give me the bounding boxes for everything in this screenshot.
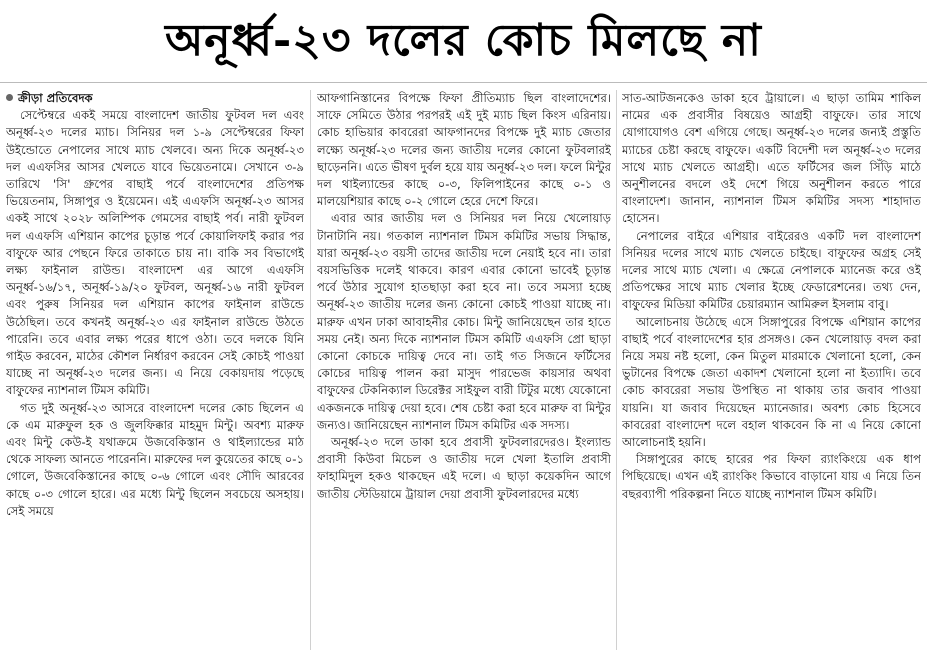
paragraph: এবার আর জাতীয় দল ও সিনিয়র দল নিয়ে খেলোয়াড় টানাটানি নয়। গতকাল ন্যাশনাল টিমস কমিটির সভায় সিদ্ধান্ত, যারা অনূর্ধ্ব-২৩ বয়সী তাদের জাতীয় দলে নেয়াই হবে না। তারা বয়সভিত্তিক দলেই থাকবে। কারণ এবার কোনো ভাবেই চূড়ান্ত পর্বে উঠার সুযোগ হাতছাড়া করা হবে না। তবে সমস্যা হচ্ছে অনূর্ধ্ব-২৩ জাতীয় দলের জন্য কোনো কোচই পাওয়া যাচ্ছে না। মারুফ এখন ঢাকা আবাহনীর কোচ। মিন্টু জানিয়েছেন তার হাতে সময় নেই। অন্য দিকে ন্যাশনাল টিমস কমিটি এএফসি প্রো ছাড়া কোনো কোচকে দায়িত্ব দেবে না। তাই গত সিজনে ফর্টিসের কোচের দায়িত্ব পালন করা মাসুদ পারভেজ কায়সার অথবা বাফুফের টেকনিক্যাল ডিরেক্টর সাইফুল বারী টিটুর মধ্যে যেকোনো একজনকে দায়িত্ব দেয়া হবে। শেষ চেষ্টা করা হবে মারুফ বা মিন্টুর জন্যও। জানিয়েছেন ন্যাশনাল টিমস কমিটির এক সদস্য। xyxy=(317,211,611,432)
article-column-3 xyxy=(622,90,921,652)
article-column-1 xyxy=(6,90,304,652)
bullet-icon xyxy=(6,94,13,101)
headline-rule xyxy=(0,82,927,83)
article-column-2 xyxy=(317,90,611,652)
paragraph: সেপ্টেম্বরে একই সময়ে বাংলাদেশ জাতীয় ফুটবল দল এবং অনূর্ধ্ব-২৩ দলের ম্যাচ। সিনিয়র দল ১-৯ সেপ্টেম্বরের ফিফা উইন্ডোতে নেপালের সাথে ম্যাচ খেলবে। অন্য দিকে অনূর্ধ্ব-২৩ দল এএফসির আসর খেলতে যাবে ভিয়েতনামে। সেখানে ৩-৯ তারিখে 'সি' গ্রুপের বাছাই পর্বে বাংলাদেশের প্রতিপক্ষ ভিয়েতনাম, সিঙ্গাপুর ও ইয়েমেন। এই এএফসি অনূর্ধ্ব-২৩ আসর একই সাথে ২০২৮ অলিম্পিক গেমসের বাছাই পর্ব। নারী ফুটবল দল এএফসি এশিয়ান কাপের চূড়ান্ত পর্বে কোয়ালিফাই করার পর বাফুফে আর পেছনে ফিরে তাকাতে চায় না। বাকি সব বিভাগেই লক্ষ্য ফাইনাল রাউন্ড। বাংলাদেশ এর আগে এএফসি অনূর্ধ্ব-১৬/১৭, অনূর্ধ্ব-১৯/২০ ফুটবল, অনূর্ধ্ব-১৬ নারী ফুটবল এবং পুরুষ সিনিয়র দল এশিয়ান কাপের ফাইনাল রাউন্ডে উঠেছিল। তবে কখনই অনূর্ধ্ব-২৩ এর ফাইনাল রাউন্ডে উঠতে পারেনি। তবে এবার লক্ষ্য পরের ধাপে ওঠা। তবে দলকে যিনি গাইড করবেন, মাঠের কৌশল নির্ধারণ করবেন সেই কোচই পাওয়া যাচ্ছে না অনূর্ধ্ব-২৩ দলের জন্য। এ নিয়ে বেকায়দায় পড়েছে বাফুফের ন্যাশনাল টিমস কমিটি। xyxy=(6,108,304,398)
column-divider xyxy=(310,90,311,650)
byline-text: ক্রীড়া প্রতিবেদক xyxy=(18,91,93,105)
paragraph: গত দুই অনূর্ধ্ব-২৩ আসরে বাংলাদেশ দলের কোচ ছিলেন এ কে এম মারুফুল হক ও জুলফিক্কার মাহমুদ মিন্টু। অবশ্য মারুফ এবং মিন্টু কেউ-ই যথাক্রমে উজবেকিস্তান ও থাইল্যান্ডের মাঠ থেকে সাফল্য আনতে পারেননি। মারুফের দল কুয়েতের কাছে ০-১ গোলে, উজবেকিস্তানের কাছে ০-৬ গোলে এবং সৌদি আরবের কাছে ০-৩ গোলে হারে। এর মধ্যে মিন্টু ছিলেন সবচেয়ে অসহায়। সেই সময়ে xyxy=(6,400,304,518)
column-divider xyxy=(616,90,617,650)
paragraph: আফগানিস্তানের বিপক্ষে ফিফা প্রীতিম্যাচ ছিল বাংলাদেশের। সাফে সেমিতে উঠার পরপরই এই দুই ম্যাচ ছিল কিংস এরিনায়। কোচ হাভিয়ার কাবরেরা আফগানদের বিপক্ষে দুই ম্যাচ জেতার লক্ষ্যে অনূর্ধ্ব-২৩ দলের জন্য জাতীয় দলের কোনো ফুটবলারই ছাড়েননি। এতে ভীষণ দুর্বল হয়ে যায় অনূর্ধ্ব-২৩ দল। ফলে মিন্টুর দল থাইল্যান্ডের কাছে ০-৩, ফিলিপাইনের কাছে ০-১ ও মালয়েশিয়ার কাছে ০-২ গোলে হেরে দেশে ফিরে। xyxy=(317,91,611,209)
paragraph: নেপালের বাইরে এশিয়ার বাইরেরও একটি দল বাংলাদেশ সিনিয়র দলের সাথে ম্যাচ খেলতে চাইছে। বাফুফের অগ্রহ সেই দলের সাথে ম্যাচ খেলা। এ ক্ষেত্রে নেপালকে ম্যানেজ করে ওই প্রতিপক্ষের সাথে ম্যাচ খেলার ইচ্ছে ফেডারেশনের। তথ্য দেন, বাফুফের মিডিয়া কমিটির চেয়ারম্যান আমিরুল ইসলাম বাবু। xyxy=(622,228,921,312)
paragraph: অনূর্ধ্ব-২৩ দলে ডাকা হবে প্রবাসী ফুটবলারদেরও। ইংল্যান্ড প্রবাসী কিউবা মিচেল ও জাতীয় দলে খেলা ইতালি প্রবাসী ফাহামিদুল হকও থাকছেন এই দলে। এ ছাড়া কয়েকদিন আগে জাতীয় স্টেডিয়ামে ট্রায়াল দেয়া প্রবাসী ফুটবলারদের মধ্যে xyxy=(317,435,611,501)
paragraph: সাত-আটজনকেও ডাকা হবে ট্রায়ালে। এ ছাড়া তামিম শাকিল নামের এক প্রবাসীর বিষয়েও আগ্রহী বাফুফে। তার সাথে যোগাযোগও বেশ এগিয়ে গেছে। অনূর্ধ্ব-২৩ দলের জন্যই প্রস্তুতি ম্যাচের চেষ্টা করছে বাফুফে। একটি বিদেশী দল অনূর্ধ্ব-২৩ দলের সাথে ম্যাচ খেলতে আগ্রহী। এতে ফর্টিসের জল সিঁড়ি মাঠে অনুশীলনের বদলে ওই দেশে গিয়ে অনুশীলন করতে পারে বাংলাদেশ। জানান, ন্যাশনাল টিমস কমিটির সদস্য শাহাদাত হোসেন। xyxy=(622,91,921,226)
paragraph: আলোচনায় উঠেছে এসে সিঙ্গাপুরের বিপক্ষে এশিয়ান কাপের বাছাই পর্বে বাংলাদেশের হার প্রসঙ্গও। কেন খেলোয়াড় বদল করা নিয়ে সময় নষ্ট হলো, কেন মিতুল মারমাকে খেলানো হলো, কেন ভুটানের বিপক্ষে জেতা একাদশ খেলানো হলো না ইত্যাদি। তবে কোচ কাবরেরা সভায় উপস্থিত না থাকায় তার জবাব পাওয়া যায়নি। যা জবাব দিয়েছেন ম্যানেজার। অবশ্য কোচ হিসেবে কাবরেরা বাংলাদেশ দলে বহাল থাকবেন কি না এ নিয়ে কোনো আলোচনাই হয়নি। xyxy=(622,314,921,450)
byline xyxy=(6,90,304,107)
paragraph: সিঙ্গাপুরের কাছে হারের পর ফিফা র‌্যাংকিংয়ে এক ধাপ পিছিয়েছে। এখন এই র‌্যাংকিং কিভাবে বাড়ানো যায় এ নিয়ে তিন বছরব্যাপী পরিকল্পনা নিতে যাচ্ছে ন্যাশনাল টিমস কমিটি। xyxy=(622,452,921,501)
headline: অনূর্ধ্ব-২৩ দলের কোচ মিলছে না xyxy=(165,15,762,66)
